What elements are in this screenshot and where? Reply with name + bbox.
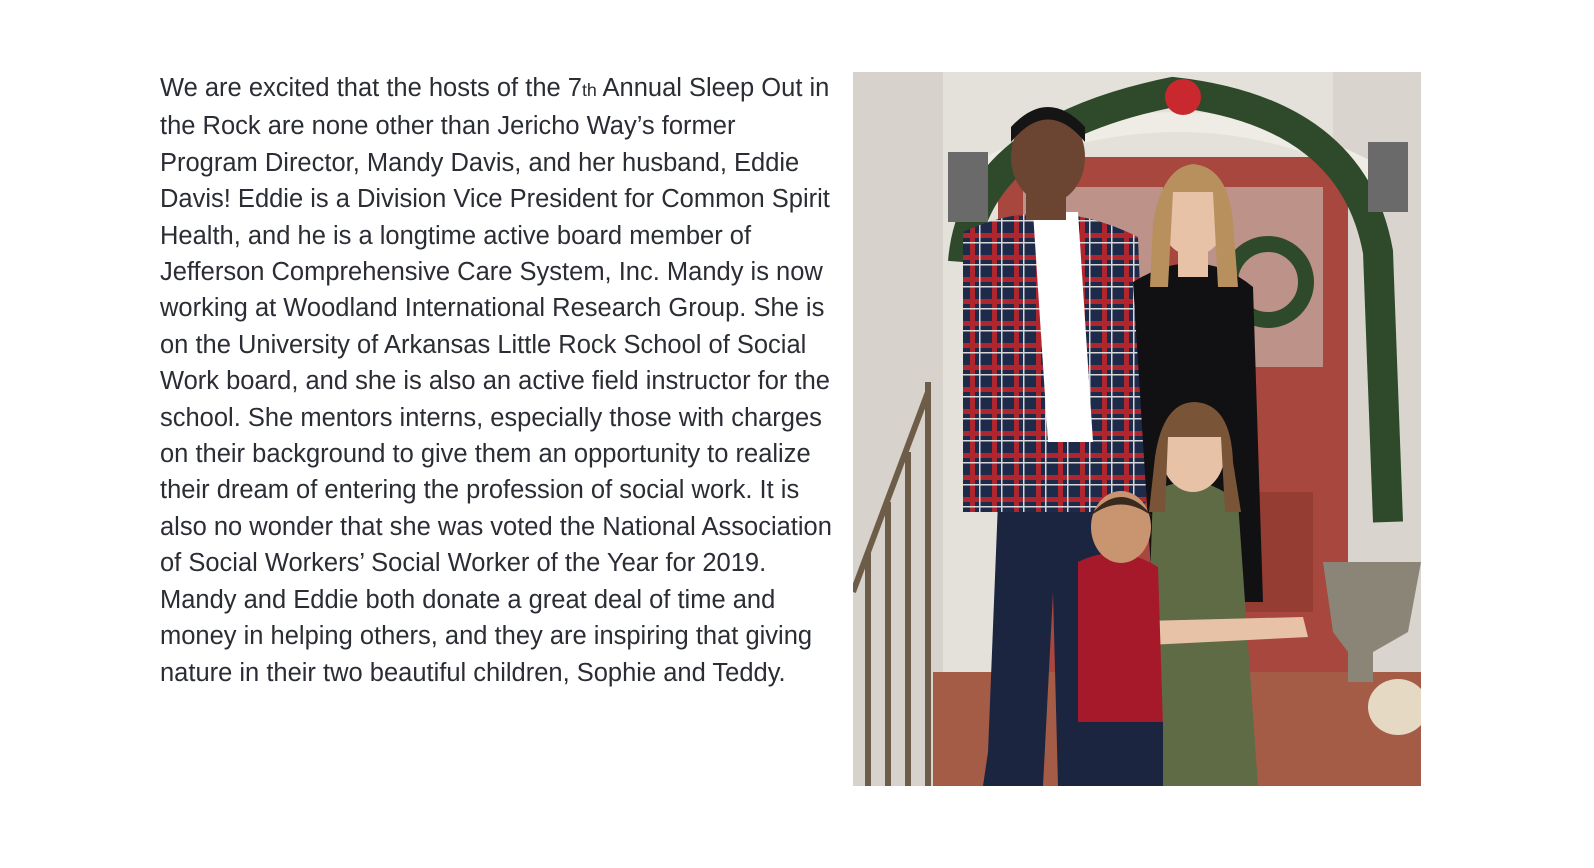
left-lantern xyxy=(948,152,988,222)
text-before: We are excited that the hosts of the 7 xyxy=(160,74,582,102)
family-photo-illustration xyxy=(853,72,1421,786)
article-text xyxy=(160,70,835,691)
article-paragraph xyxy=(160,70,835,691)
ordinal-suffix: th xyxy=(581,80,597,100)
text-after: Annual Sleep Out in the Rock are none other than Jericho Way’s former Program Director, Mandy Davis, and her husband, Eddie Davis! Eddie is a Division Vice President for Common Spirit Health, and he is a longtime active board member of Jefferson Comprehensive Care System, Inc. Mandy is now working at Woodland International Research Group. She is on the University of Arkansas Little Rock School of Social Work board, and she is also an active field instructor for the school. She mentors interns, especially those with charges on their background to give them an opportunity to realize their dream of entering the profession of social work. It is also no wonder that she was voted the National Association of Social Workers’ Social Worker of the Year for 2019. Mandy and Eddie both donate a great deal of time and money in helping others, and they are inspiring that giving nature in their two beautiful children, Sophie and Teddy. xyxy=(160,74,832,687)
family-photo xyxy=(853,72,1421,786)
right-lantern xyxy=(1368,142,1408,212)
